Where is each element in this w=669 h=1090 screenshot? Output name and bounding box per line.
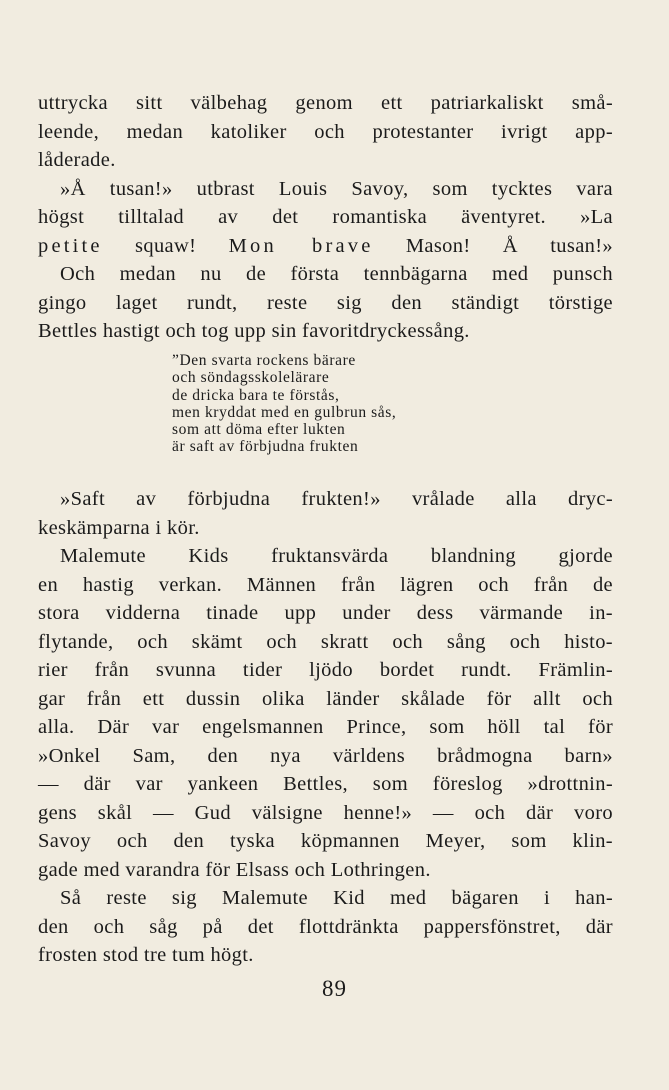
text-line: »Saft av förbjudna frukten!» vrålade alla dryc- <box>60 488 613 510</box>
text-line: frosten stod tre tum högt. <box>38 944 254 966</box>
text-line: rier från svunna tider ljödo bordet rundt. Främlin- <box>38 659 613 681</box>
poem-line: de dricka bara te förstås, <box>172 386 340 404</box>
text-top <box>38 89 613 346</box>
text-line: den och såg på det flottdränkta pappersfönstret, där <box>38 915 613 938</box>
spaced-text: Mon brave <box>228 234 374 257</box>
text-line: gens skål — Gud välsigne henne!» — och där voro <box>38 801 613 824</box>
text-line: keskämparna i kör. <box>38 516 200 539</box>
text-line: gade med varandra för Elsass och Lothringen. <box>38 858 431 881</box>
text-line: gingo laget rundt, reste sig den ständigt törstige <box>38 291 613 314</box>
poem-line: och söndagsskolelärare <box>172 369 330 387</box>
text-line: — där var yankeen Bettles, som föreslog »drottnin- <box>38 773 613 795</box>
text-line: Malemute Kids fruktansvärda blandning gjorde <box>60 545 613 567</box>
spaced-text: petite <box>38 234 103 257</box>
text-bottom <box>38 485 613 970</box>
text-line: Så reste sig Malemute Kid med bägaren i han- <box>60 887 613 909</box>
poem-line: som att döma efter lukten <box>172 421 346 439</box>
text-line: låderade. <box>38 149 116 171</box>
text-line: flytande, och skämt och skratt och sång och histo- <box>38 630 613 653</box>
page-number: 89 <box>322 976 347 1001</box>
text-line: stora vidderna tinade upp under dess värmande in- <box>38 602 613 624</box>
text-line: gar från ett dussin olika länder skålade för allt och <box>38 687 613 710</box>
text-line: en hastig verkan. Männen från lägren och från de <box>38 573 613 596</box>
text-line: högst tilltalad av det romantiska äventyret. »La <box>38 206 613 228</box>
poem-line: är saft av förbjudna frukten <box>172 438 359 456</box>
poem-block <box>172 352 492 456</box>
text-line: Bettles hastigt och tog upp sin favoritdryckessång. <box>38 320 470 342</box>
text-fragment: squaw! <box>135 234 197 257</box>
text-line: uttrycka sitt välbehag genom ett patriarkaliskt små- <box>38 92 613 114</box>
text-line: Och medan nu de första tennbägarna med punsch <box>60 263 613 285</box>
text-line: Savoy och den tyska köpmannen Meyer, som klin- <box>38 830 613 852</box>
poem-line: ”Den svarta rockens bärare <box>172 352 356 369</box>
text-line-spaced <box>38 232 613 261</box>
text-line: alla. Där var engelsmannen Prince, som höll tal för <box>38 716 613 738</box>
poem-line: men kryddat med en gulbrun sås, <box>172 403 397 421</box>
text-line: »Å tusan!» utbrast Louis Savoy, som tycktes vara <box>60 177 613 200</box>
text-line: »Onkel Sam, den nya världens brådmogna barn» <box>38 744 613 767</box>
text-fragment: Mason! Å tusan!» <box>405 234 614 257</box>
text-line: leende, medan katoliker och protestanter ivrigt app- <box>38 120 613 143</box>
